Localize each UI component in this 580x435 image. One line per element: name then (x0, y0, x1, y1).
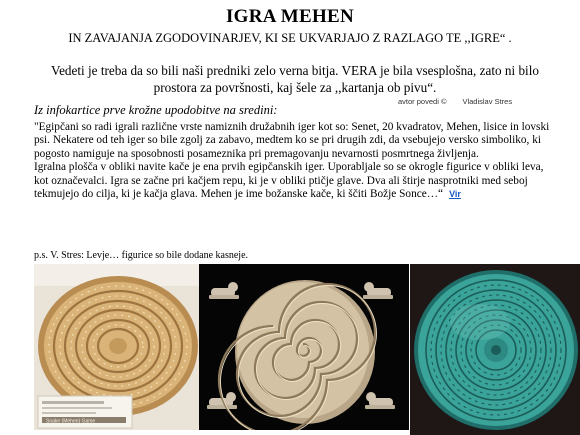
slide-title: IGRA MEHEN (225, 6, 355, 27)
author-credit (398, 97, 512, 106)
mehen-faience-board-photo (410, 264, 580, 435)
author-label: avtor povedi © (398, 97, 447, 106)
slide-subtitle: IN ZAVAJANJA ZGODOVINARJEV, KI SE UKVARJAJO Z RAZLAGO TE ,,IGRE“ . (68, 31, 512, 45)
info-quote (34, 121, 554, 201)
intro-text: Vedeti je treba da so bili naši predniki zelo verna bitja. VERA je bila vsesplošna, zato ni bilo prostora za površnosti, kaj šele za ,,kartanja ob pivu“. (51, 63, 539, 95)
quote-paragraph-1: "Egipčani so radi igrali različne vrste namiznih družabnih iger kot so: Senet, 20 kvadratov, Mehen, lisice in lovski psi. Nekatere od teh iger so bile zgolj za zabavo, medtem ko se pri drugih zdi, da vsebujejo versko simboliko, ki pogosto namiguje na sposobnosti posameznika pri premagovanju nevarnosti posmrtnega življenja. (34, 121, 550, 160)
quote-paragraph-2-text: Igralna plošča v obliki navite kače je ena prvih egipčanskih iger. Uporabljale so se okrogle figurice v obliki leva, kot označevalci. Igra se začne pri kačjem repu, ki je v obliki ptičje glave. Dva ali štirje nasprotniki med seboj tekmujejo do cilja, ki je kačja glava. Mehen je ime božanske kače, ki ščiti Božje Sonce…“ (34, 161, 544, 201)
info-heading: Iz infokartice prve krožne upodobitve na sredini: (34, 103, 278, 117)
postscript-note: p.s. V. Stres: Levje… figurice so bile dodane kasneje. (34, 250, 249, 261)
source-link[interactable]: Vir (449, 189, 461, 200)
mehen-spiral-board-with-lion-pieces-photo (199, 264, 409, 430)
quote-paragraph-2 (34, 161, 554, 201)
faience-board-illustration (410, 264, 580, 435)
mehen-board-museum-photo (34, 264, 199, 430)
author-name: Vladislav Stres (462, 97, 513, 106)
museum-board-illustration (34, 264, 199, 430)
museum-caption: Snake (Mehen) Game (46, 418, 96, 425)
spiral-board-illustration (199, 264, 409, 430)
